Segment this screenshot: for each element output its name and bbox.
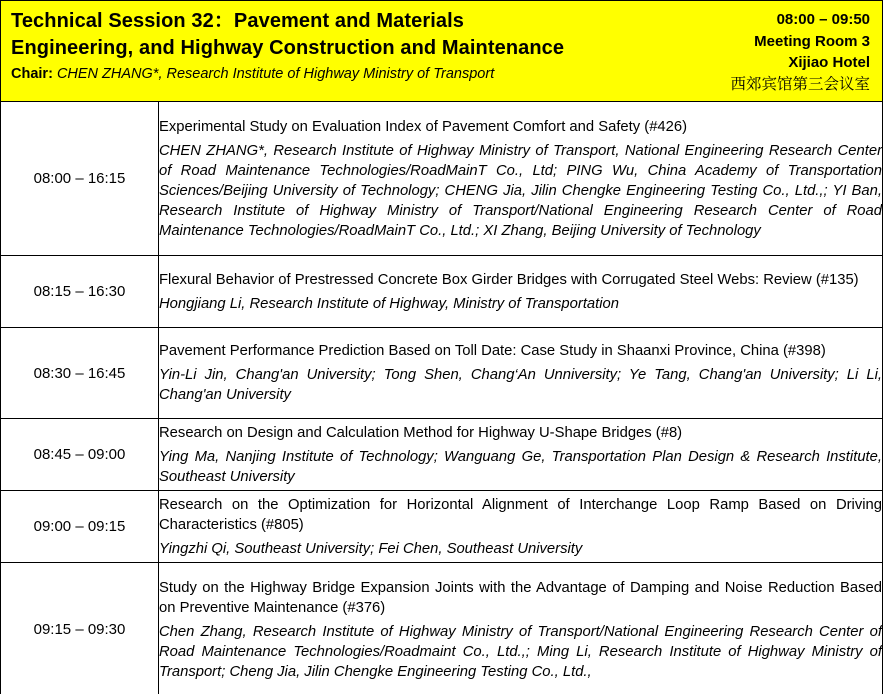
- paper-time: 08:00 – 16:15: [1, 102, 159, 256]
- session-hotel: Xijiao Hotel: [788, 54, 870, 71]
- paper-authors: Chen Zhang, Research Institute of Highway Ministry of Transport/National Engineering Research Center of Road Maintenance Technologies/Roadmaint Co., Ltd.,; Ming Li, Research Institute of Highway Ministry of Transport; Cheng Jia, Jilin Chengke Engineering Testing Co., Ltd.,: [159, 623, 882, 680]
- paper-info: [159, 491, 883, 563]
- paper-title: Pavement Performance Prediction Based on Toll Date: Case Study in Shaanxi Province, China (#398): [159, 343, 826, 359]
- paper-title: Research on the Optimization for Horizontal Alignment of Interchange Loop Ramp Based on Driving Characteristics (#805): [159, 496, 882, 533]
- paper-authors: Ying Ma, Nanjing Institute of Technology; Wanguang Ge, Transportation Plan Design & Research Institute, Southeast University: [159, 448, 882, 485]
- paper-time: 08:45 – 09:00: [1, 419, 159, 491]
- paper-title: Research on Design and Calculation Method for Highway U-Shape Bridges (#8): [159, 424, 683, 441]
- session-chair: [11, 64, 671, 84]
- paper-row: [1, 419, 882, 491]
- paper-row: [1, 256, 882, 328]
- paper-time: 08:15 – 16:30: [1, 256, 159, 328]
- paper-time: 09:00 – 09:15: [1, 491, 159, 563]
- paper-row: [1, 328, 882, 419]
- session-room-cn: 西郊宾馆第三会议室: [730, 75, 870, 93]
- session-title-line-2: Engineering, and Highway Construction and Maintenance: [11, 37, 565, 59]
- session-room: Meeting Room 3: [754, 32, 870, 50]
- paper-time: 08:30 – 16:45: [1, 328, 159, 419]
- paper-schedule-table: [1, 101, 882, 694]
- chair-label: Chair:: [11, 66, 53, 82]
- paper-info: [159, 256, 883, 328]
- paper-title: Experimental Study on Evaluation Index of Pavement Comfort and Safety (#426): [159, 118, 688, 135]
- paper-info: [159, 419, 883, 491]
- paper-row: [1, 102, 882, 256]
- paper-title: Flexural Behavior of Prestressed Concrete Box Girder Bridges with Corrugated Steel Webs: Review (#135): [159, 271, 859, 288]
- session-time-range: 08:00 – 09:50: [776, 11, 870, 28]
- paper-authors: Yin-Li Jin, Chang'an University; Tong Shen, Chang‘An Unniversity; Ye Tang, Chang'an University; Li Li, Chang'an University: [159, 367, 882, 403]
- session-venue: [670, 9, 870, 95]
- session-title-line-1: Technical Session 32：Pavement and Materials: [11, 10, 465, 32]
- paper-info: [159, 102, 883, 256]
- paper-authors: Hongjiang Li, Research Institute of Highway, Ministry of Transportation: [159, 295, 620, 312]
- paper-title: Study on the Highway Bridge Expansion Joints with the Advantage of Damping and Noise Reduction Based on Preventive Maintenance (#376): [159, 579, 882, 616]
- paper-row: [1, 563, 882, 694]
- session-heading: [11, 8, 671, 84]
- paper-row: [1, 491, 882, 563]
- paper-info: [159, 563, 883, 694]
- paper-time: 09:15 – 09:30: [1, 563, 159, 694]
- session-title: [11, 8, 671, 62]
- paper-authors: Yingzhi Qi, Southeast University; Fei Chen, Southeast University: [159, 540, 583, 557]
- chair-name: CHEN ZHANG*, Research Institute of Highway Ministry of Transport: [56, 66, 495, 82]
- session-header: [1, 0, 882, 102]
- paper-authors: CHEN ZHANG*, Research Institute of Highway Ministry of Transport, National Engineering Research Center of Road Maintenance Technologies/RoadMainT Co., Ltd; PING Wu, China Academy of Transportation Sciences/Beijing University of Technology; CHENG Jia, Jilin Chengke Engineering Testing Co., Ltd.,; YI Ban, Research Institute of Highway Ministry of Transport/National Engineering Research Center of Road Maintenance Technologies/RoadMainT Co., Ltd.; XI Zhang, Beijing University of Technology: [159, 142, 882, 239]
- paper-info: [159, 328, 883, 419]
